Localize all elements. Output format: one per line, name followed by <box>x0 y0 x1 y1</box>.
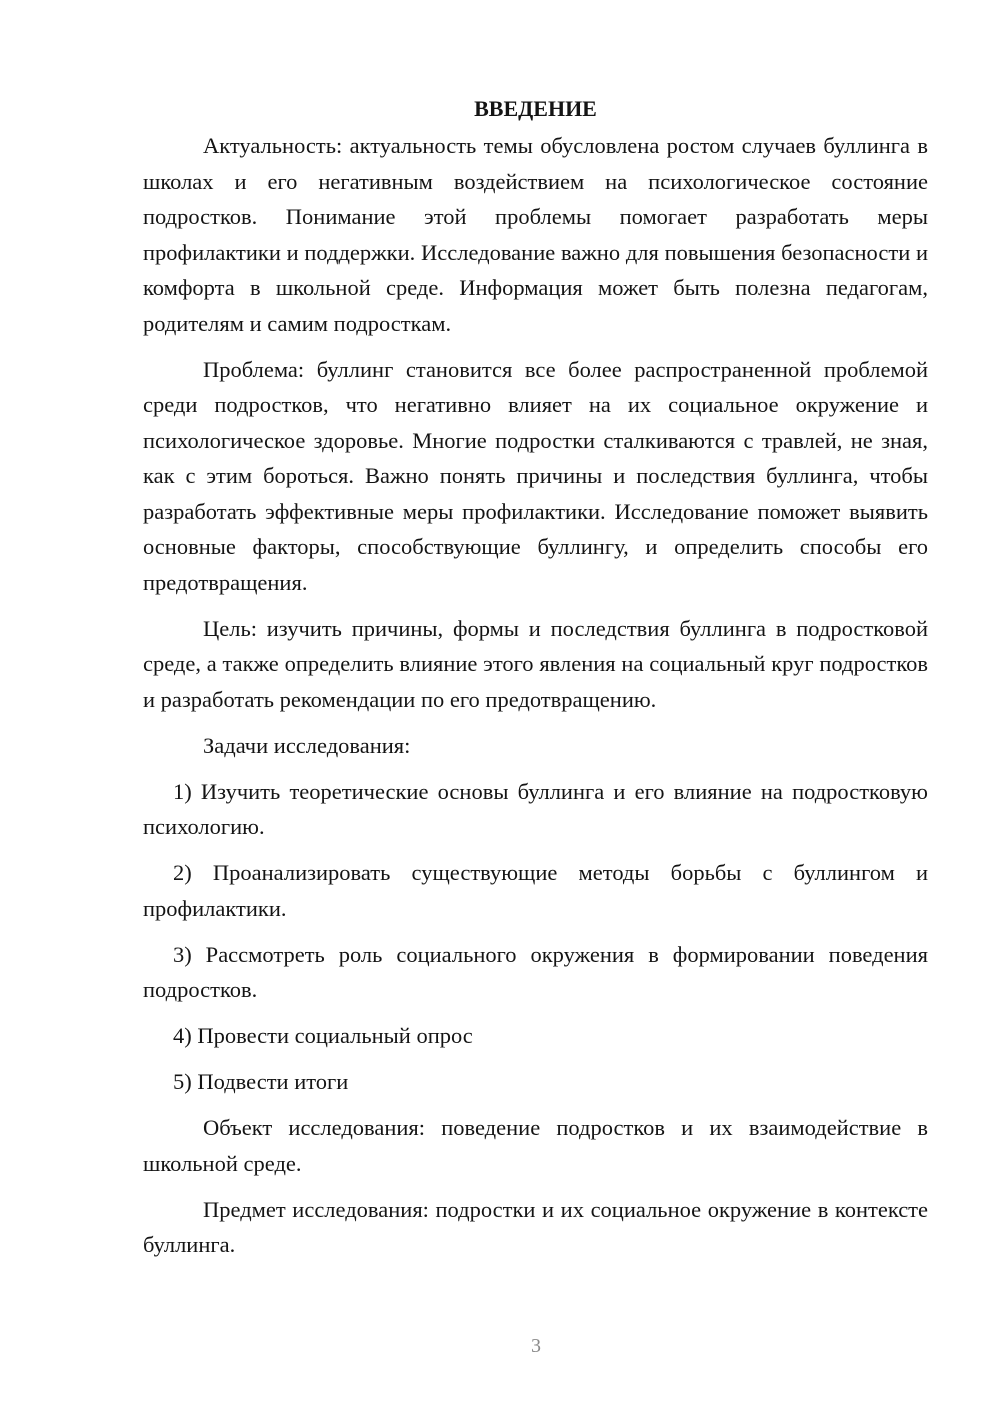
problem-paragraph: Проблема: буллинг становится все более распространенной проблемой среди подростков, что негативно влияет на их социальное окружение и психологическое здоровье. Многие подростки сталкиваются с травлей, не зная, как с этим бороться. Важно понять причины и последствия буллинга, чтобы разработать эффективные меры профилактики. Исследование поможет выявить основные факторы, способствующие буллингу, и определить способы его предотвращения. <box>143 356 928 595</box>
object-paragraph: Объект исследования: поведение подростков и их взаимодействие в школьной среде. <box>143 1115 928 1176</box>
goal-paragraph: Цель: изучить причины, формы и последствия буллинга в подростковой среде, а также определить влияние этого явления на социальный круг подростков и разработать рекомендации по его предотвращению. <box>143 615 928 712</box>
page-number: 3 <box>531 1335 541 1357</box>
task-item-5: 5) Подвести итоги <box>173 1069 349 1094</box>
task-item-1: 1) Изучить теоретические основы буллинга и его влияние на подростковую психологию. <box>143 778 928 839</box>
subject-paragraph: Предмет исследования: подростки и их социальное окружение в контексте буллинга. <box>143 1196 928 1257</box>
document-page <box>143 92 928 1263</box>
page-title: ВВЕДЕНИЕ <box>474 96 597 121</box>
task-item-2: 2) Проанализировать существующие методы борьбы с буллингом и профилактики. <box>143 860 928 921</box>
task-item-4: 4) Провести социальный опрос <box>173 1023 473 1048</box>
task-item-3: 3) Рассмотреть роль социального окружения в формировании поведения подростков. <box>143 941 928 1002</box>
tasks-heading: Задачи исследования: <box>203 732 411 758</box>
relevance-paragraph: Актуальность: актуальность темы обусловлена ростом случаев буллинга в школах и его негативным воздействием на психологическое состояние подростков. Понимание этой проблемы помогает разработать меры профилактики и поддержки. Исследование важно для повышения безопасности и комфорта в школьной среде. Информация может быть полезна педагогам, родителям и самим подросткам. <box>143 133 928 336</box>
